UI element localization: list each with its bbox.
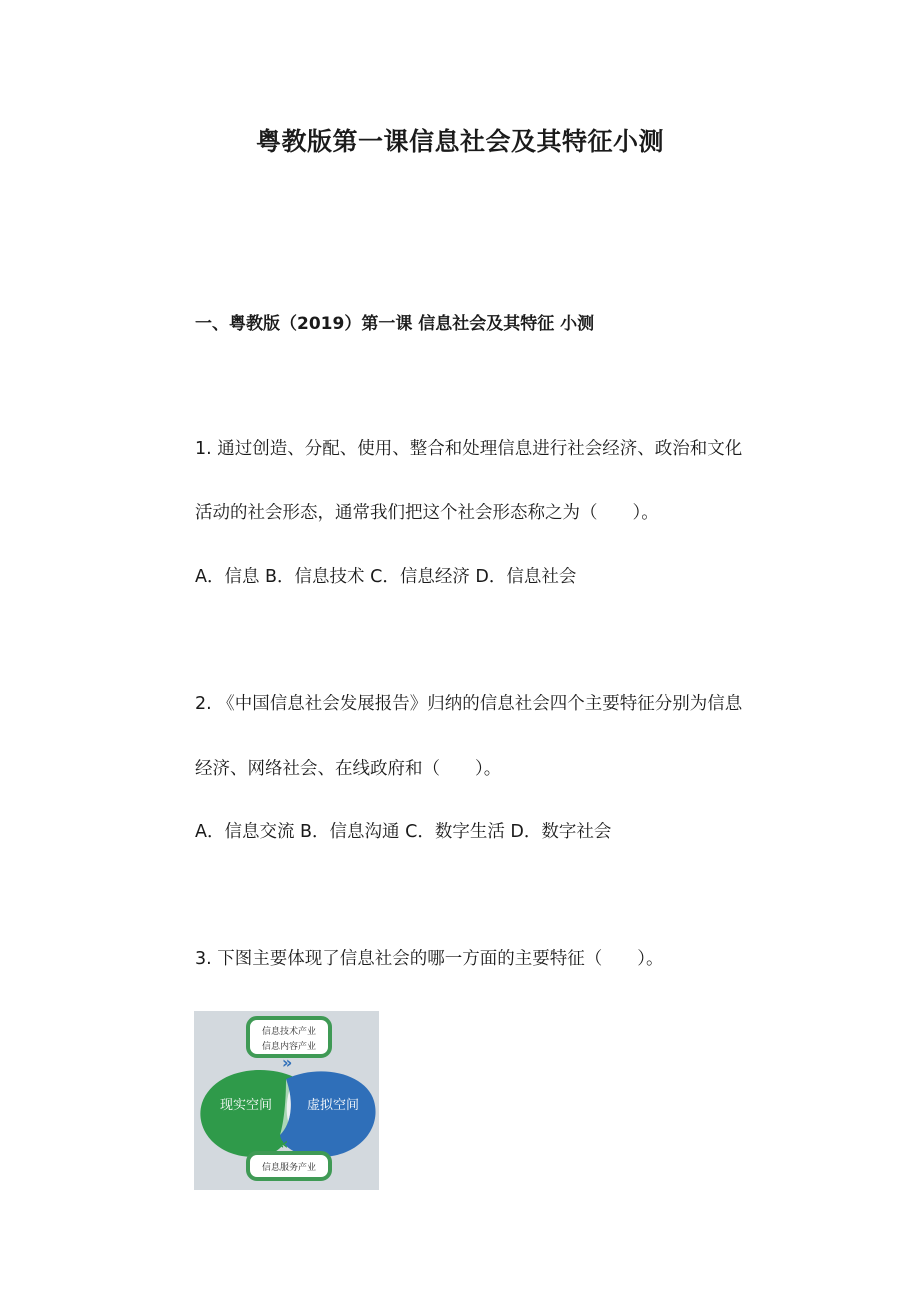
real-space-label: 现实空间: [219, 1098, 273, 1113]
question-2-stem-line-2: 经济、网络社会、在线政府和（ ）。: [195, 759, 502, 779]
bottom-box-label: 信息服务产业: [261, 1163, 317, 1173]
question-3-stem: 3. 下图主要体现了信息社会的哪一方面的主要特征（ ）。: [195, 949, 664, 969]
document-title: 粤教版第一课信息社会及其特征小测: [255, 127, 664, 156]
question-1-options: A．信息 B．信息技术 C．信息经济 D．信息社会: [195, 567, 577, 587]
question-2-options: A．信息交流 B．信息沟通 C．数字生活 D．数字社会: [195, 822, 612, 842]
top-box-line-2: 信息内容产业: [261, 1042, 317, 1052]
question-2-stem-line-1: 2. 《中国信息社会发展报告》归纳的信息社会四个主要特征分别为信息: [195, 694, 743, 714]
diagram-svg: [194, 1011, 379, 1190]
arrow-left-icon: «: [278, 1134, 289, 1153]
question-1-stem-line-1: 1. 通过创造、分配、使用、整合和处理信息进行社会经济、政治和文化: [195, 439, 743, 459]
question-1-stem-line-2: 活动的社会形态，通常我们把这个社会形态称之为（ ）。: [195, 503, 659, 523]
information-industry-diagram: [194, 1011, 379, 1190]
top-box-line-1: 信息技术产业: [261, 1027, 317, 1037]
arrow-right-icon: »: [282, 1053, 293, 1072]
virtual-space-label: 虚拟空间: [306, 1098, 360, 1113]
section-heading: 一、粤教版（2019）第一课 信息社会及其特征 小测: [195, 314, 595, 334]
